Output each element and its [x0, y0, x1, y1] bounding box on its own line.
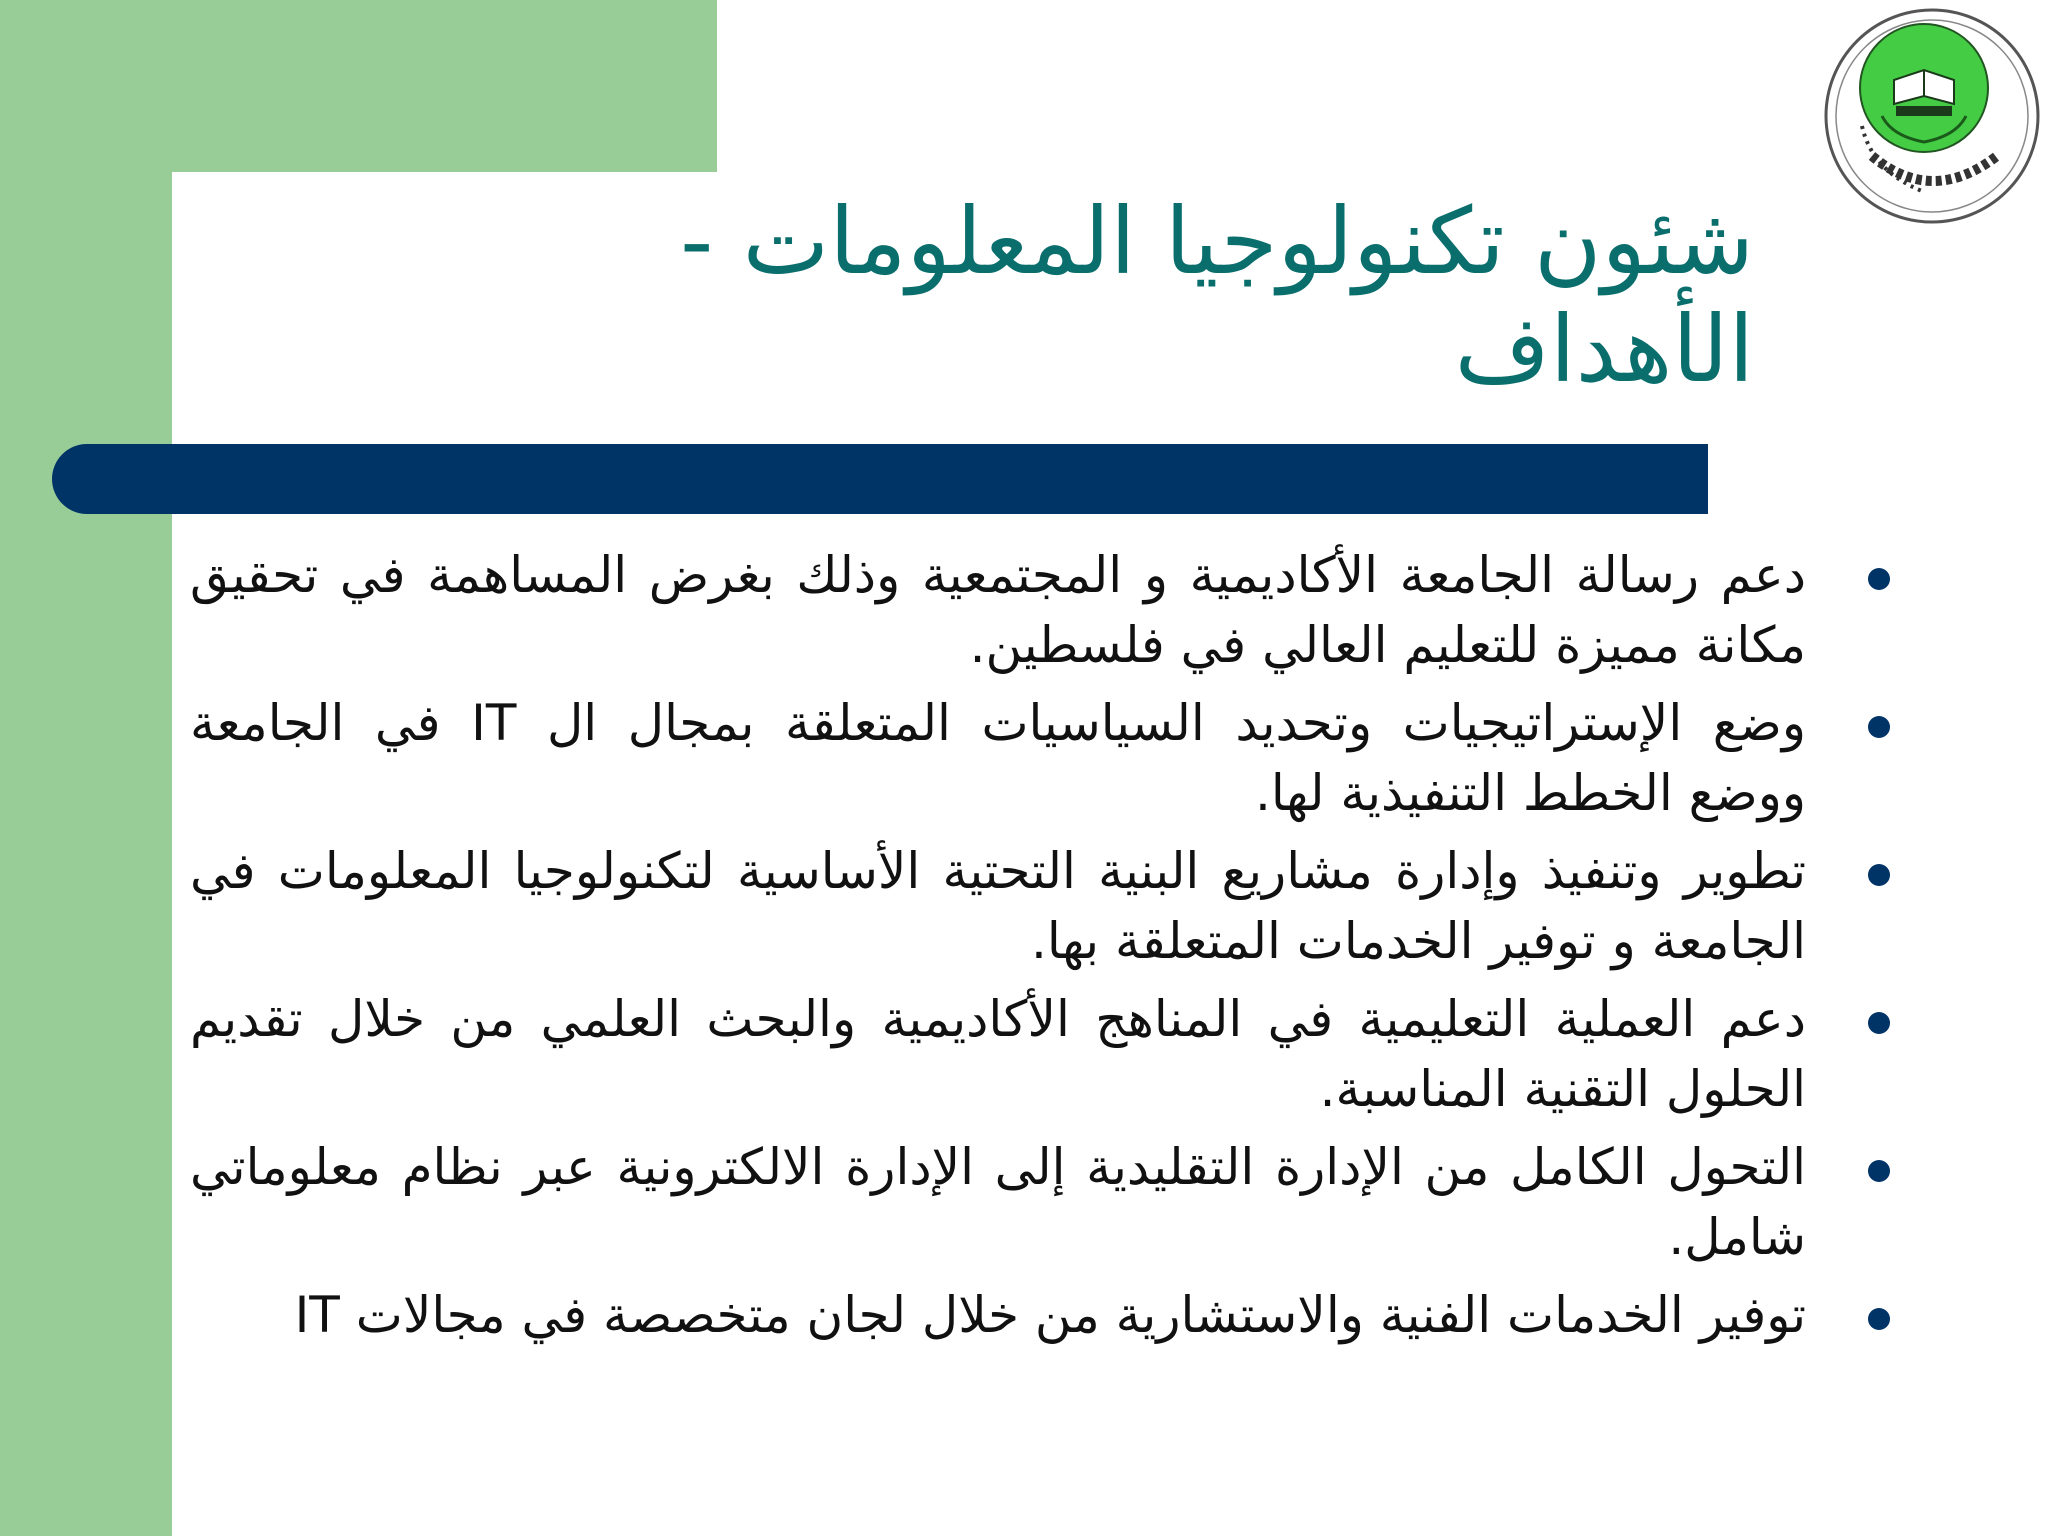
- title-divider-bar: [52, 444, 1708, 514]
- list-item: توفير الخدمات الفنية والاستشارية من خلال لجان متخصصة في مجالات IT: [190, 1280, 1890, 1350]
- left-green-strip: [0, 0, 172, 1536]
- bullet-dot-icon: [1868, 716, 1890, 738]
- slide-title: شئون تكنولوجيا المعلومات - الأهداف: [680, 188, 1754, 403]
- list-item: وضع الإستراتيجيات وتحديد السياسيات المتعلقة بمجال ال IT في الجامعة ووضع الخطط التنفيذية لها.: [190, 688, 1890, 828]
- bullet-dot-icon: [1868, 568, 1890, 590]
- list-item: دعم العملية التعليمية في المناهج الأكاديمية والبحث العلمي من خلال تقديم الحلول التقنية المناسبة.: [190, 984, 1890, 1124]
- list-item: دعم رسالة الجامعة الأكاديمية و المجتمعية وذلك بغرض المساهمة في تحقيق مكانة مميزة للتعليم العالي في فلسطين.: [190, 540, 1890, 680]
- bullet-dot-icon: [1868, 864, 1890, 886]
- bullet-dot-icon: [1868, 1160, 1890, 1182]
- bullet-dot-icon: [1868, 1012, 1890, 1034]
- list-item: تطوير وتنفيذ وإدارة مشاريع البنية التحتية الأساسية لتكنولوجيا المعلومات في الجامعة و توفير الخدمات المتعلقة بها.: [190, 836, 1890, 976]
- top-green-block: [0, 0, 717, 172]
- bullet-dot-icon: [1868, 1308, 1890, 1330]
- objectives-list: [190, 540, 1890, 1358]
- university-logo-seal: [1822, 6, 2042, 226]
- list-item: التحول الكامل من الإدارة التقليدية إلى الإدارة الالكترونية عبر نظام معلوماتي شامل.: [190, 1132, 1890, 1272]
